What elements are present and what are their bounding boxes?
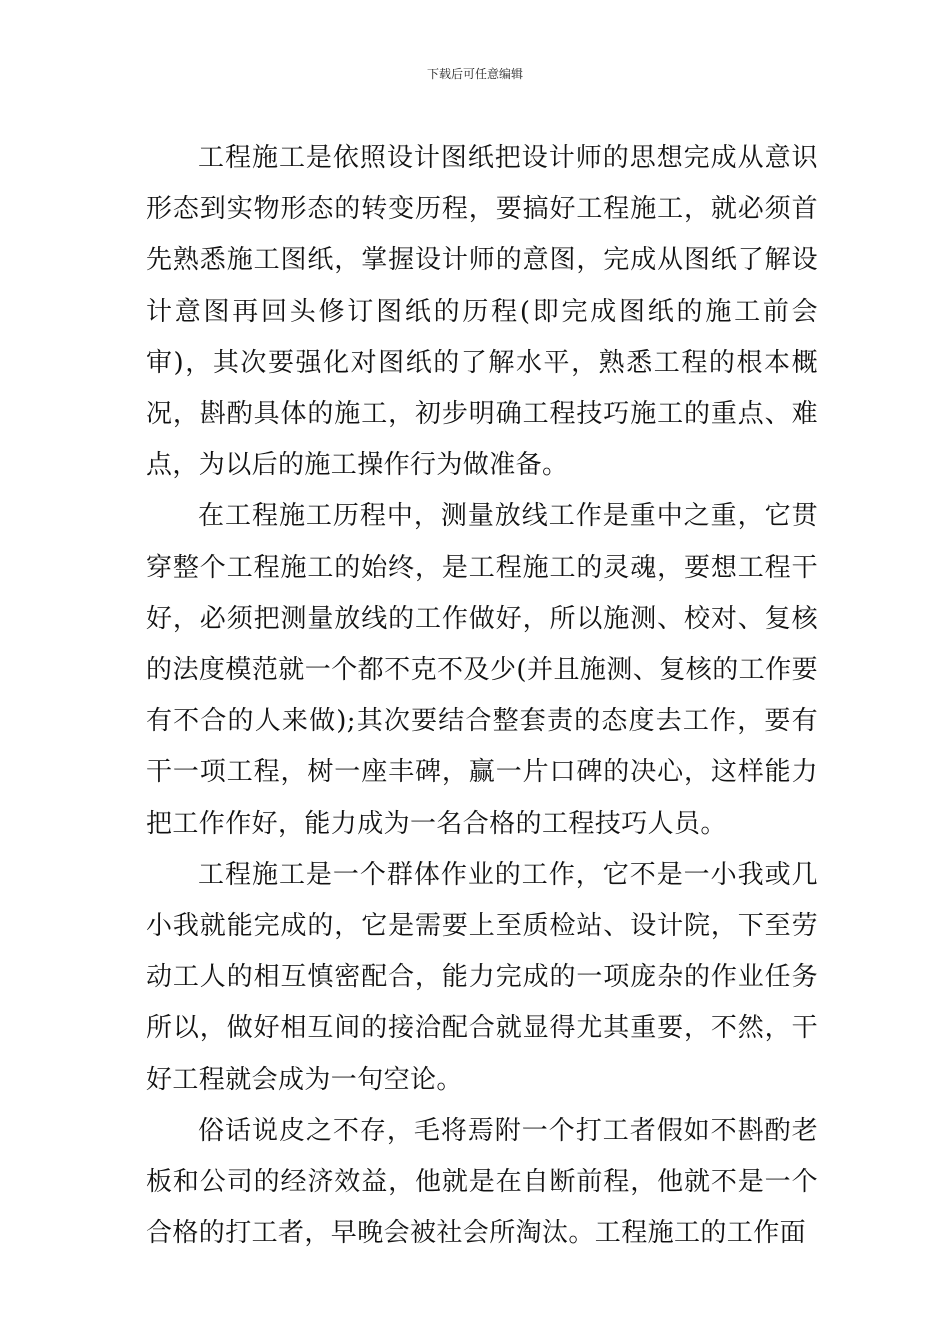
- paragraph-2: 在工程施工历程中，测量放线工作是重中之重，它贯穿整个工程施工的始终，是工程施工的灵魂，要想工程干好，必须把测量放线的工作做好，所以施测、校对、复核的法度模范就一个都不克不及少(并且施测、复核的工作要有不合的人来做);其次要结合整套责的态度去工作，要有干一项工程，树一座丰碑，赢一片口碑的决心，这样能力把工作作好，能力成为一名合格的工程技巧人员。: [146, 501, 818, 839]
- document-body: [146, 133, 818, 1259]
- paragraph-4: 俗话说皮之不存，毛将焉附一个打工者假如不斟酌老板和公司的经济效益，他就是在自断前程，他就不是一个合格的打工者，早晚会被社会所淘汰。工程施工的工作面: [146, 1115, 818, 1249]
- paragraph-3: 工程施工是一个群体作业的工作，它不是一小我或几小我就能完成的，它是需要上至质检站、设计院，下至劳动工人的相互慎密配合，能力完成的一项庞杂的作业任务所以，做好相互间的接洽配合就显得尤其重要，不然，干好工程就会成为一句空论。: [146, 859, 818, 1095]
- paragraph-1: 工程施工是依照设计图纸把设计师的思想完成从意识形态到实物形态的转变历程，要搞好工程施工，就必须首先熟悉施工图纸，掌握设计师的意图，完成从图纸了解设计意图再回头修订图纸的历程(即完成图纸的施工前会审)，其次要强化对图纸的了解水平，熟悉工程的根本概况，斟酌具体的施工，初步明确工程技巧施工的重点、难点，为以后的施工操作行为做准备。: [146, 143, 818, 481]
- page-header: 下载后可任意编辑: [426, 67, 523, 81]
